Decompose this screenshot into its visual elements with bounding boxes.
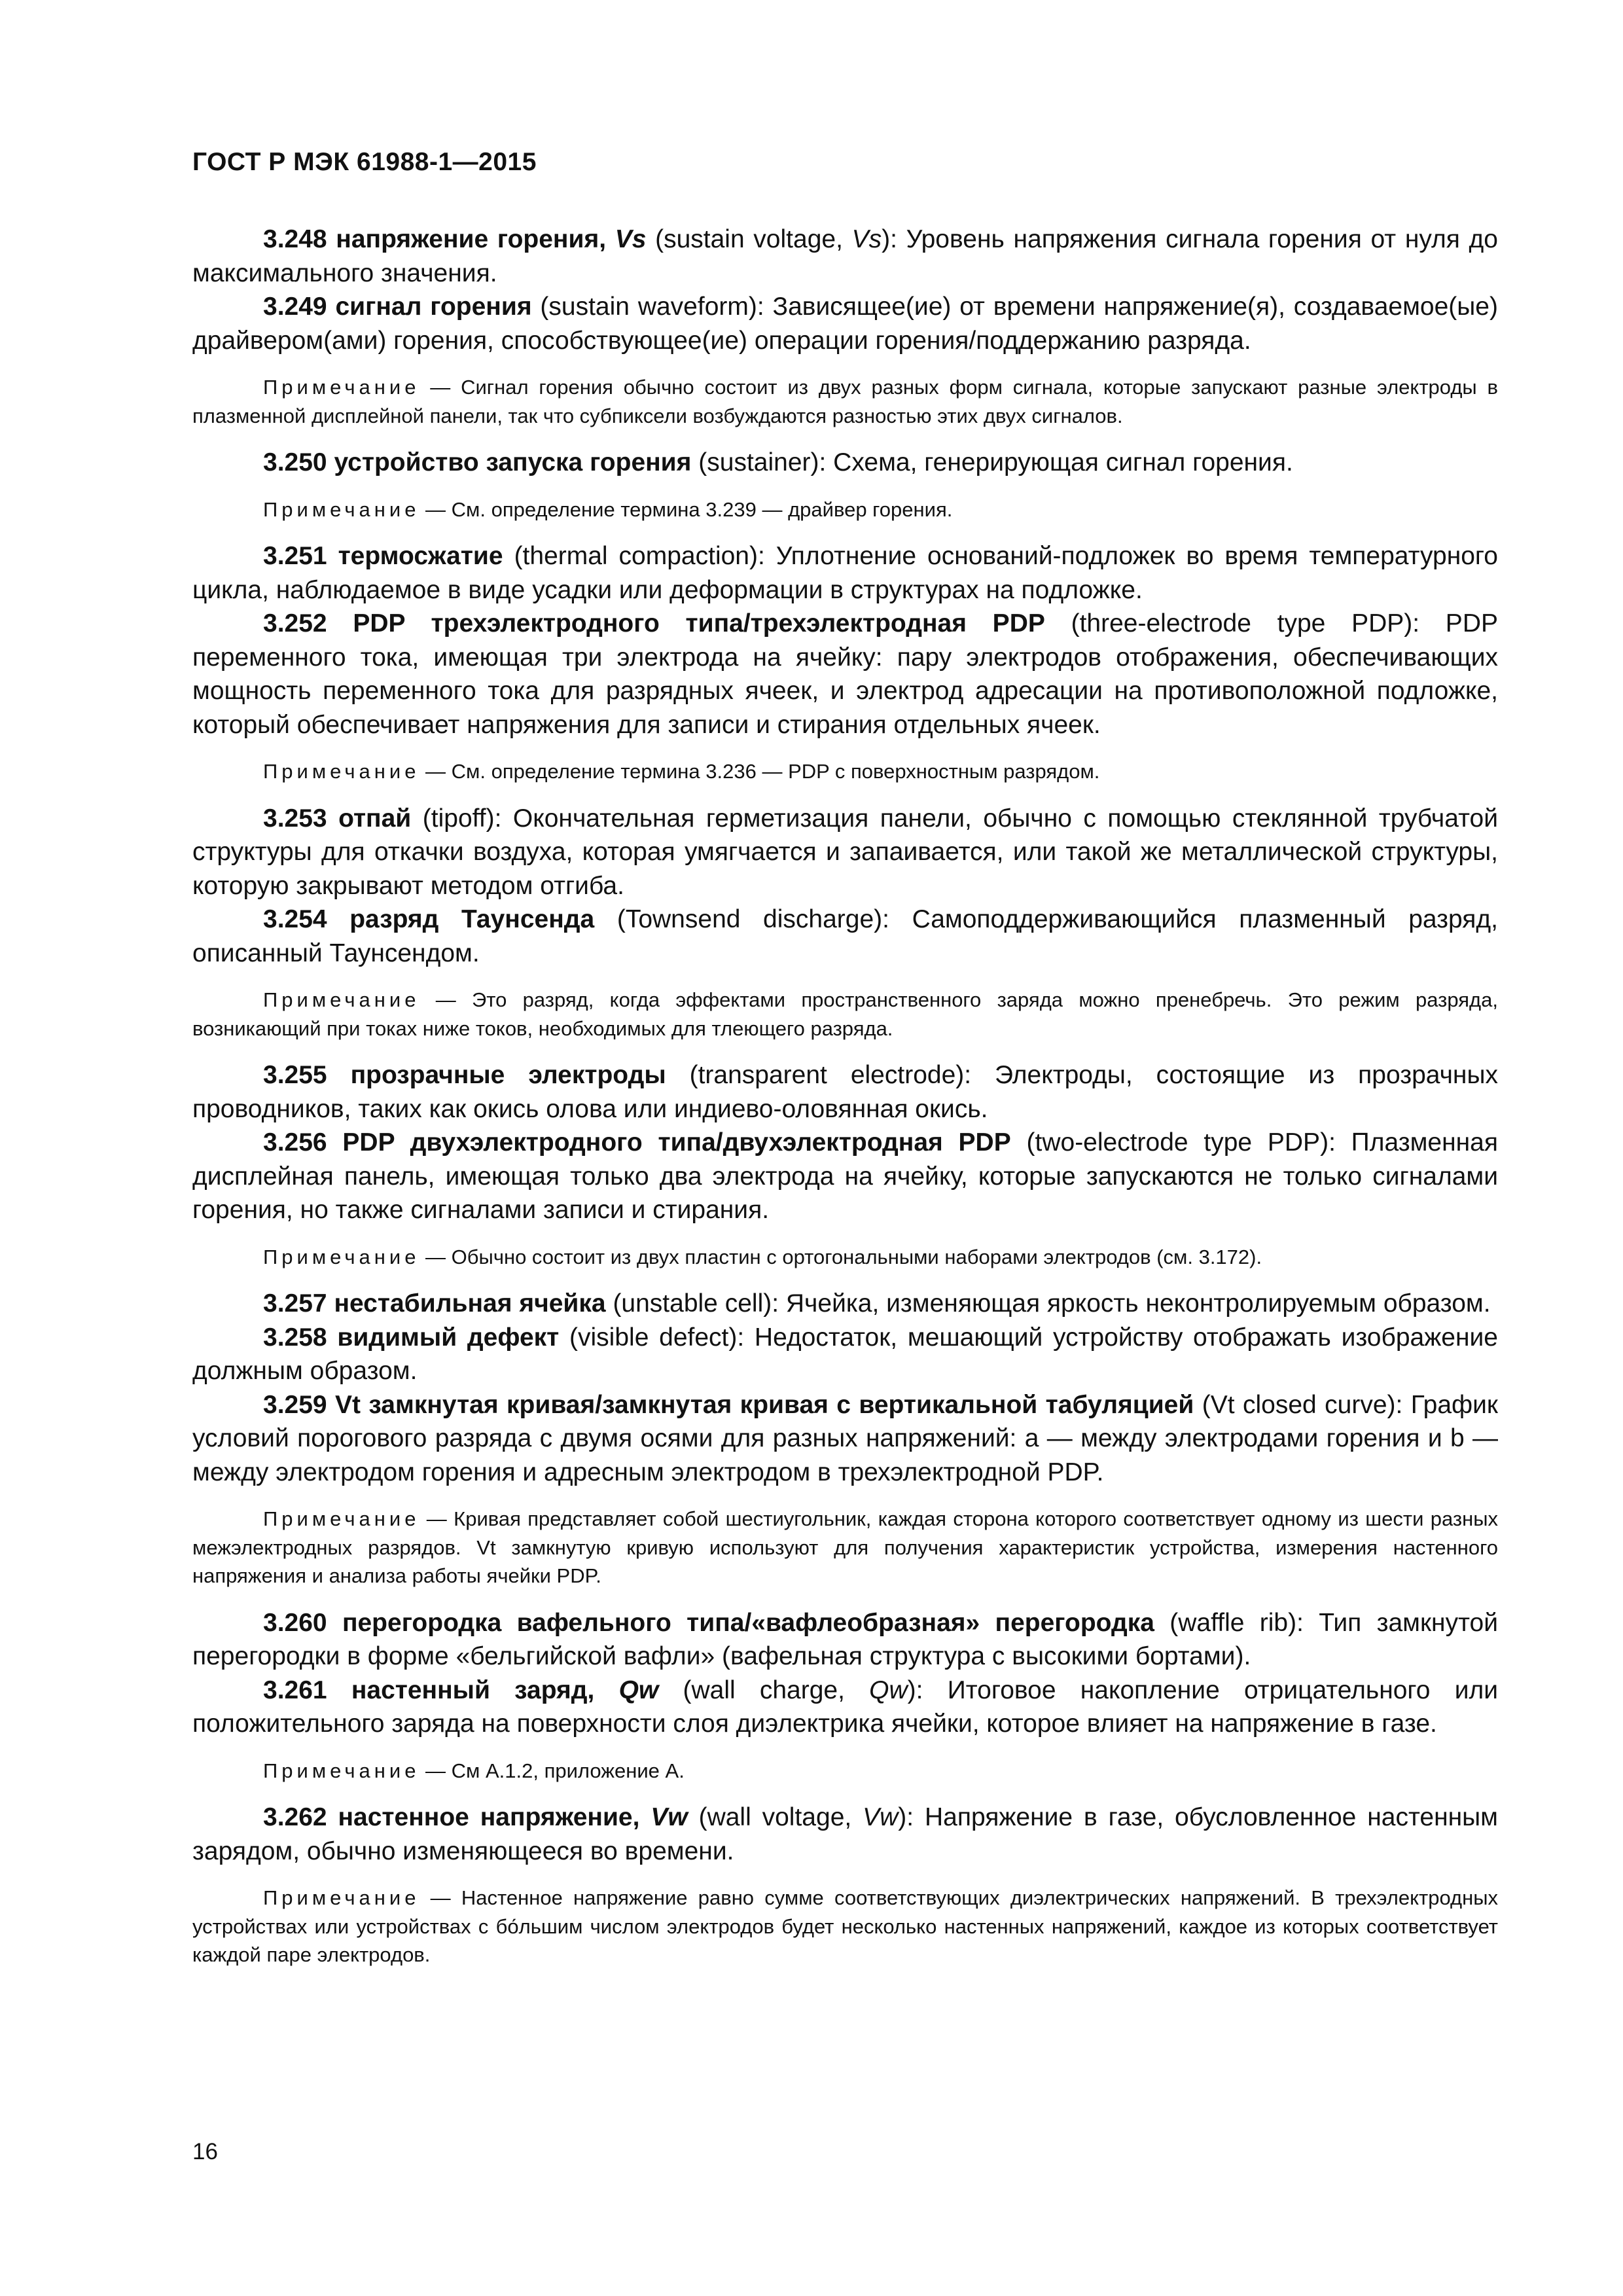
document-body [192,223,1498,1985]
term-en: (visible defect) [569,1323,738,1352]
definition-3-252 [192,607,1498,742]
term-ru: PDP трехэлектродного типа/трехэлектродная PDP [353,609,1045,637]
term-number: 3.256 [263,1128,327,1157]
note-label: Примечание [263,988,420,1011]
term-ru: Vt замкнутая кривая/замкнутая кривая с вертикальной табуляцией [335,1390,1194,1419]
note [192,1884,1498,1969]
definition-3-254 [192,903,1498,970]
term-symbol: Vw [651,1803,688,1831]
definition-text: : Зависящее(ие) от времени напряжение(я), создаваемое(ые) драйвером(ами) горения, способствующее(ие) операции горения/поддержанию разряда. [192,293,1498,355]
definition-text: : Уплотнение оснований-подложек во время температурного цикла, наблюдаемое в виде усадки или деформации в структурах на подложке. [192,542,1498,604]
term-en: (sustainer) [698,448,819,476]
note [192,986,1498,1043]
note [192,495,1498,524]
note-text: — Сигнал горения обычно состоит из двух разных форм сигнала, которые запускают разные электроды в плазменной дисплейной панели, так что субпиксели возбуждаются разностью этих двух сигналов. [192,376,1498,427]
term-number: 3.258 [263,1323,327,1352]
definition-text: : Схема, генерирующая сигнал горения. [819,448,1293,476]
definition-3-257 [192,1287,1498,1321]
definition-text: ): Итоговое накопление отрицательного или положительного заряда на поверхности слоя диэлектрика ячейки, которое влияет на напряжение в газе. [192,1676,1499,1738]
term-ru: напряжение горения, [336,225,607,253]
note [192,757,1498,786]
definition-text: : График условий порогового разряда с двумя осями для разных напряжений: a — между электродами горения и b — между электродом горения и адресным электродом в трехэлектродной PDP. [192,1390,1498,1486]
definition-text: : Ячейка, изменяющая яркость неконтролируемым образом. [772,1289,1491,1318]
term-en: (transparent electrode) [689,1061,965,1089]
definition-3-261 [192,1674,1498,1741]
term-number: 3.260 [263,1608,327,1637]
note [192,1757,1498,1785]
term-number: 3.262 [263,1803,327,1831]
definition-3-262 [192,1801,1498,1868]
term-en: (Vt closed curve) [1202,1390,1396,1419]
note-text: — См. определение термина 3.236 — PDP с поверхностным разрядом. [419,760,1100,783]
term-en: (three-electrode type PDP) [1071,609,1413,637]
term-number: 3.255 [263,1061,327,1089]
term-ru: термосжатие [338,542,503,570]
term-en: (wall charge, [683,1676,845,1704]
definition-text: : PDP переменного тока, имеющая три электрода на ячейку: пару электродов отображения, обеспечивающих мощность переменного тока для разрядных ячеек, и электрод адресации на противоположной подложке, который обеспечивает напряжения для записи и стирания отдельных ячеек. [192,609,1498,739]
definition-3-249 [192,290,1498,357]
note [192,1243,1498,1272]
term-en: (sustain voltage, [655,225,843,253]
definition-3-251 [192,539,1498,607]
note-text: — Это разряд, когда эффектами пространственного заряда можно пренебречь. Это режим разряда, возникающий при токах ниже токов, необходимых для тлеющего разряда. [192,988,1498,1040]
term-en: (unstable cell) [613,1289,772,1318]
term-ru: устройство запуска горения [334,448,692,476]
term-en: (waffle rib) [1169,1608,1297,1637]
note-text: — Обычно состоит из двух пластин с ортогональными наборами электродов (см. 3.172). [419,1245,1262,1268]
note-label: Примечание [263,497,420,521]
term-en: (thermal compaction) [514,542,758,570]
term-number: 3.252 [263,609,327,637]
term-number: 3.249 [263,293,327,321]
definition-text: ): Уровень напряжения сигнала горения от нуля до максимального значения. [192,225,1498,287]
term-en: (two-electrode type PDP) [1026,1128,1329,1157]
term-en: (sustain waveform) [540,293,757,321]
term-number: 3.251 [263,542,327,570]
term-number: 3.254 [263,905,327,933]
definition-text: : Самоподдерживающийся плазменный разряд, описанный Таунсендом. [192,905,1499,967]
term-en: (wall voltage, [698,1803,852,1831]
definition-3-255 [192,1058,1498,1126]
term-number: 3.253 [263,804,327,833]
term-symbol: Vs [615,225,647,253]
note-text: — См А.1.2, приложение А. [419,1759,685,1782]
definition-3-260 [192,1606,1498,1674]
term-ru: перегородка вафельного типа/«вафлеобразная» перегородка [342,1608,1154,1637]
term-ru: настенный заряд, [351,1676,595,1704]
page-number: 16 [192,2139,218,2164]
term-en-symbol: Vw [863,1803,899,1831]
term-ru: PDP двухэлектродного типа/двухэлектродная PDP [342,1128,1011,1157]
term-en-symbol: Vs [851,225,882,253]
note-label: Примечание [263,760,420,783]
definition-text: : Окончательная герметизация панели, обычно с помощью стеклянной трубчатой структуры для откачки воздуха, которая умягчается и запаивается, или такой же металлической структуры, которую закрывают методом отгиба. [192,804,1498,900]
term-ru: отпай [338,804,412,833]
document-header: ГОСТ Р МЭК 61988-1—2015 [192,148,537,176]
term-ru: разряд Таунсенда [349,905,595,933]
term-en: (tipoff) [422,804,495,833]
term-en: (Townsend discharge) [616,905,883,933]
term-ru: прозрачные электроды [350,1061,666,1089]
note-label: Примечание [263,376,420,399]
definition-3-259 [192,1388,1498,1490]
term-number: 3.250 [263,448,327,476]
note-label: Примечание [263,1245,420,1268]
note-label: Примечание [263,1507,420,1530]
definition-3-258 [192,1321,1498,1388]
note-text: — Кривая представляет собой шестиугольник, каждая сторона которого соответствует одному из шести разных межэлектродных разрядов. Vt замкнутую кривую используют для получения характеристик устройства, измерения настенного напряжения и анализа работы ячейки PDP. [192,1507,1498,1587]
term-ru: видимый дефект [337,1323,560,1352]
definition-3-256 [192,1126,1498,1227]
definition-text: ): Напряжение в газе, обусловленное настенным зарядом, обычно изменяющееся во времени. [192,1803,1498,1865]
definition-text: : Недостаток, мешающий устройству отображать изображение должным образом. [192,1323,1498,1385]
note [192,373,1498,430]
definition-3-250 [192,446,1498,480]
note-label: Примечание [263,1759,420,1782]
term-ru: настенное напряжение, [338,1803,640,1831]
term-ru: нестабильная ячейка [334,1289,606,1318]
definition-text: : Тип замкнутой перегородки в форме «бельгийской вафли» (вафельная структура с высокими бортами). [192,1608,1498,1670]
definition-3-248 [192,223,1498,290]
term-number: 3.259 [263,1390,327,1419]
definition-3-253 [192,802,1498,903]
term-number: 3.248 [263,225,327,253]
note-label: Примечание [263,1886,420,1909]
definition-text: : Плазменная дисплейная панель, имеющая только два электрода на ячейку, которые запускаются не только сигналами горения, но также сигналами записи и стирания. [192,1128,1498,1224]
note-text: — См. определение термина 3.239 — драйвер горения. [419,497,953,521]
term-number: 3.257 [263,1289,327,1318]
definition-text: : Электроды, состоящие из прозрачных проводников, таких как окись олова или индиево-оловянная окись. [192,1061,1498,1123]
note-text: — Настенное напряжение равно сумме соответствующих диэлектрических напряжений. В трехэлектродных устройствах или устройствах с бо́льшим числом электродов будет несколько настенных напряжений, каждое из которых соответствует каждой паре электродов. [192,1886,1498,1966]
term-en-symbol: Qw [869,1676,908,1704]
term-ru: сигнал горения [335,293,532,321]
term-number: 3.261 [263,1676,327,1704]
note [192,1505,1498,1590]
term-symbol: Qw [618,1676,659,1704]
